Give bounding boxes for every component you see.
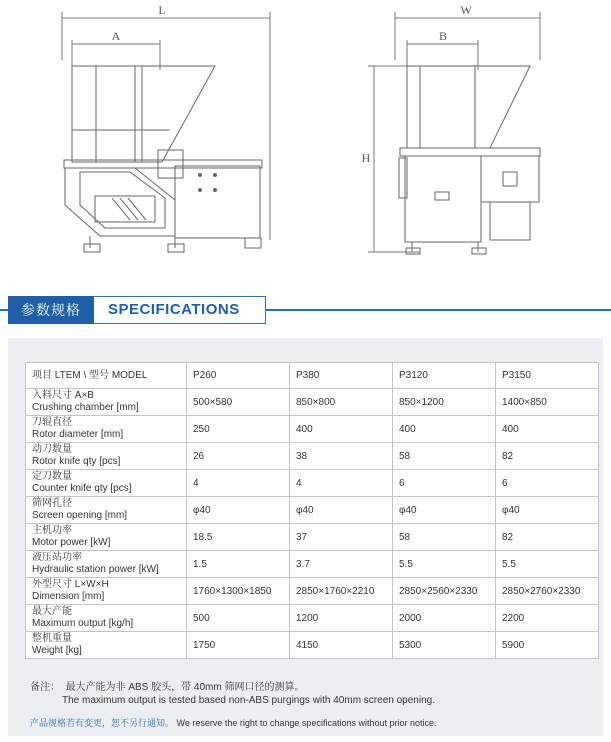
table-row [26, 470, 599, 497]
cell-value: 500×580 [187, 389, 290, 416]
cell-value: 1400×850 [496, 389, 599, 416]
dim-label-b: B [438, 29, 448, 43]
cell-value: 1200 [290, 605, 393, 632]
table-row [26, 524, 599, 551]
cell-value: 18.5 [187, 524, 290, 551]
section-title-en: SPECIFICATIONS [94, 296, 266, 324]
machine-drawings [0, 0, 611, 292]
side-view-machine [399, 66, 540, 254]
cell-value: 1750 [187, 632, 290, 659]
cell-value: 2000 [393, 605, 496, 632]
cell-value: 38 [290, 443, 393, 470]
note-prefix: 备注： [30, 682, 60, 693]
table-row [26, 416, 599, 443]
cell-value: 58 [393, 524, 496, 551]
row-label: 外型尺寸 L×W×H Dimension [mm] [26, 578, 187, 605]
dim-label-l: L [158, 3, 166, 17]
row-label: 主机功率 Motor power [kW] [26, 524, 187, 551]
cell-value: 400 [496, 416, 599, 443]
cell-value: 400 [290, 416, 393, 443]
cell-value: 6 [393, 470, 496, 497]
cell-value: 6 [496, 470, 599, 497]
table-row [26, 605, 599, 632]
row-label: 定刀数量 Counter knife qty [pcs] [26, 470, 187, 497]
cell-value: 400 [393, 416, 496, 443]
cell-value: 5900 [496, 632, 599, 659]
header-model: P3150 [496, 363, 599, 389]
cell-value: 4 [290, 470, 393, 497]
dim-label-w: W [460, 3, 472, 17]
cell-value: 2200 [496, 605, 599, 632]
cell-value: 5300 [393, 632, 496, 659]
disclaimer-en: We reserve the right to change specifications without prior notice. [176, 718, 437, 728]
table-row [26, 632, 599, 659]
row-label: 筛网孔径 Screen opening [mm] [26, 497, 187, 524]
cell-value: 2850×1760×2210 [290, 578, 393, 605]
cell-value: 250 [187, 416, 290, 443]
row-label: 最大产能 Maximum output [kg/h] [26, 605, 187, 632]
cell-value: 2850×2760×2330 [496, 578, 599, 605]
side-view-dimensions [368, 12, 540, 252]
cell-value: 37 [290, 524, 393, 551]
cell-value: 5.5 [496, 551, 599, 578]
row-label: 刀辊直径 Rotor diameter [mm] [26, 416, 187, 443]
header-model: P380 [290, 363, 393, 389]
cell-value: 82 [496, 443, 599, 470]
header-model: P260 [187, 363, 290, 389]
note-cn: 最大产能为非 ABS 胶头，带 40mm 筛网口径的测算。 [65, 682, 305, 693]
table-row [26, 578, 599, 605]
table-header-row [26, 363, 599, 389]
cell-value: φ40 [290, 497, 393, 524]
disclaimer [30, 716, 437, 729]
cell-value: 58 [393, 443, 496, 470]
header-label: 项目 LTEM \ 型号 MODEL [26, 363, 187, 389]
cell-value: 850×800 [290, 389, 393, 416]
cell-value: 1.5 [187, 551, 290, 578]
row-label: 入料尺寸 A×B Crushing chamber [mm] [26, 389, 187, 416]
header-model: P3120 [393, 363, 496, 389]
spec-panel [8, 338, 603, 736]
section-title-cn: 参数规格 [8, 296, 94, 324]
note-en: The maximum output is tested based non-ABS purgings with 40mm screen opening. [62, 695, 435, 706]
table-row [26, 443, 599, 470]
dim-label-a: A [111, 29, 121, 43]
disclaimer-cn: 产品规格若有变更，恕不另行通知。 [30, 718, 175, 728]
table-row [26, 389, 599, 416]
table-row [26, 551, 599, 578]
spec-table [25, 362, 599, 659]
front-view-dimensions [62, 12, 270, 240]
cell-value: φ40 [496, 497, 599, 524]
table-row [26, 497, 599, 524]
row-label: 整机重量 Weight [kg] [26, 632, 187, 659]
cell-value: 500 [187, 605, 290, 632]
cell-value: 1760×1300×1850 [187, 578, 290, 605]
cell-value: 5.5 [393, 551, 496, 578]
cell-value: 4 [187, 470, 290, 497]
note [30, 681, 435, 707]
cell-value: 850×1200 [393, 389, 496, 416]
cell-value: 4150 [290, 632, 393, 659]
cell-value: 26 [187, 443, 290, 470]
cell-value: φ40 [187, 497, 290, 524]
cell-value: φ40 [393, 497, 496, 524]
front-view-machine [64, 66, 262, 252]
row-label: 动刀数量 Rotor knife qty [pcs] [26, 443, 187, 470]
cell-value: 2850×2560×2330 [393, 578, 496, 605]
row-label: 液压站功率 Hydraulic station power [kW] [26, 551, 187, 578]
dim-label-h: H [361, 151, 371, 165]
cell-value: 82 [496, 524, 599, 551]
note-cn-line [30, 681, 435, 694]
cell-value: 3.7 [290, 551, 393, 578]
